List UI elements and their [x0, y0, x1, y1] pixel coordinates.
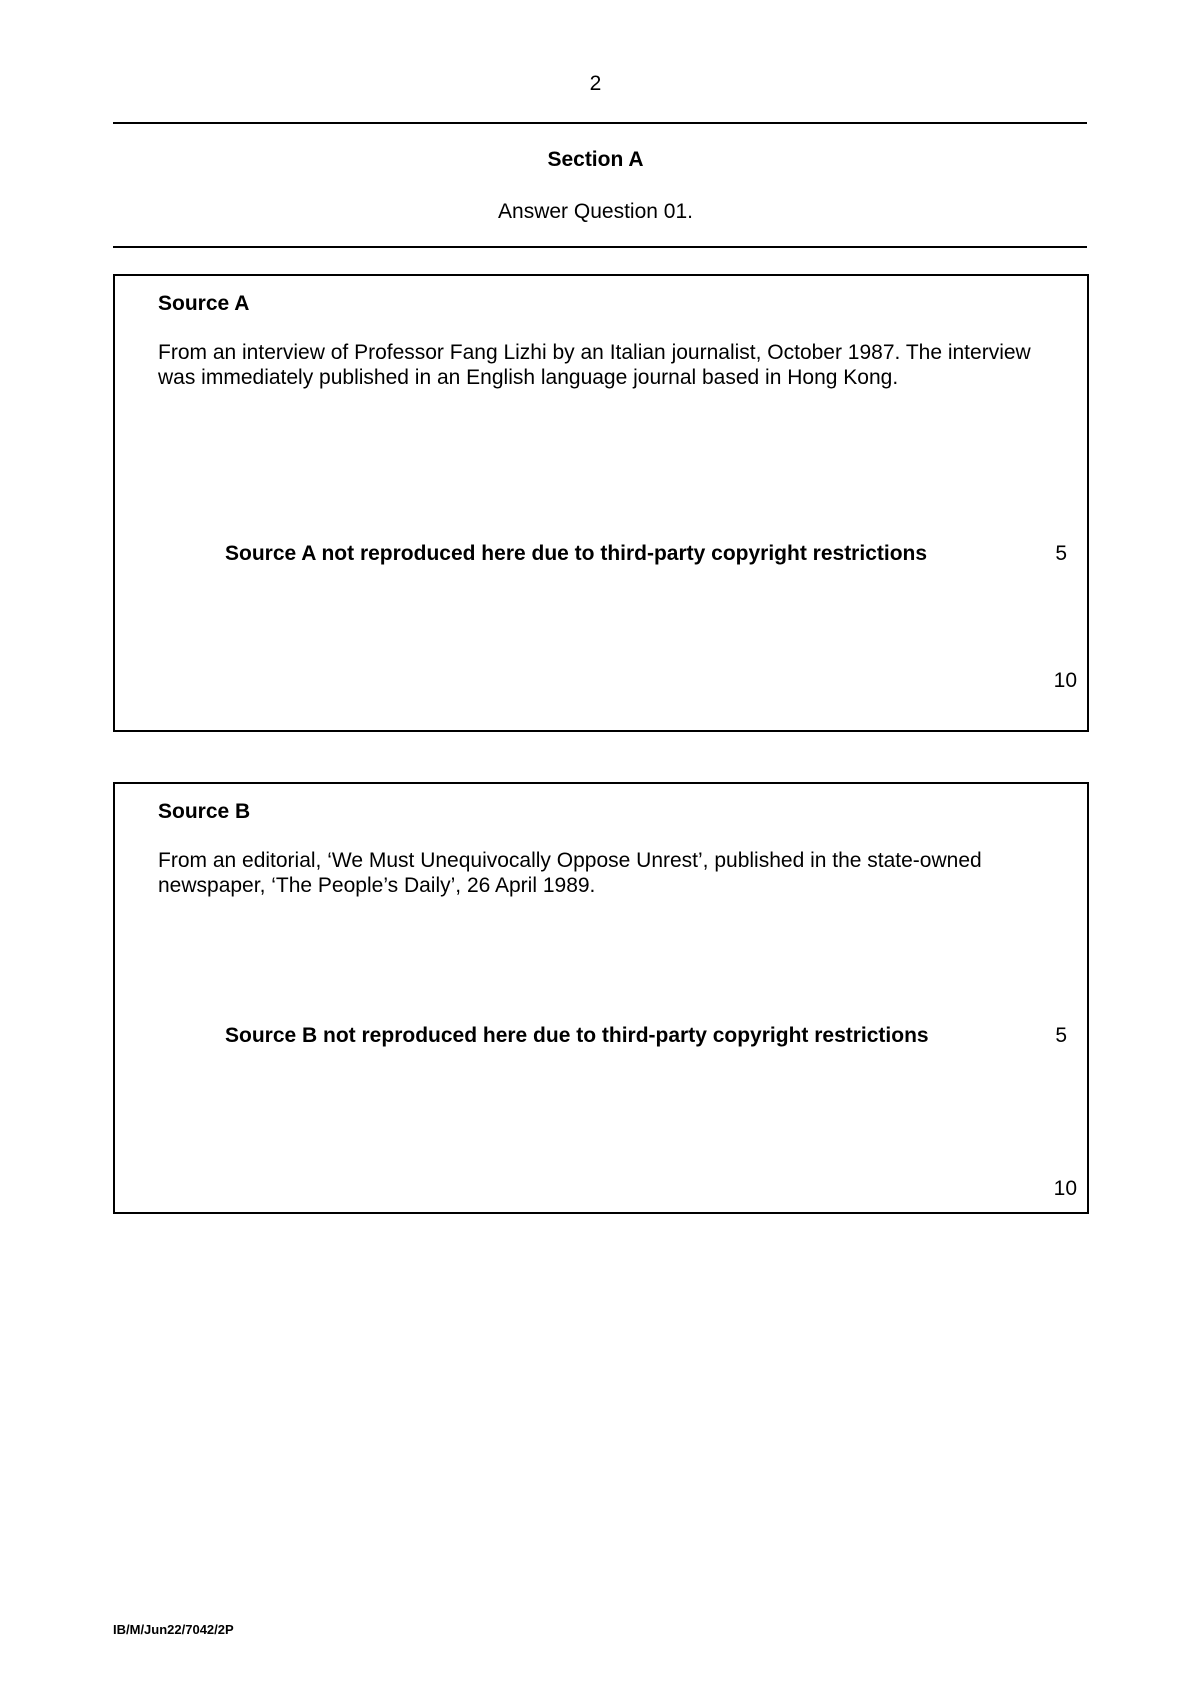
source-b-line-marker-10: 10 [1053, 1177, 1077, 1200]
source-b-heading: Source B [158, 800, 251, 823]
header-rule-bottom [113, 246, 1087, 248]
source-b-description: From an editorial, ‘We Must Unequivocally Oppose Unrest’, published in the state-owned newspaper, ‘The People’s Daily’, 26 April 1989. [158, 849, 982, 897]
footer-paper-code: IB/M/Jun22/7042/2P [113, 1622, 234, 1637]
source-a-heading: Source A [158, 292, 250, 315]
source-b-box [113, 782, 1089, 1214]
source-a-line-marker-5: 5 [1055, 542, 1067, 565]
source-a-description: From an interview of Professor Fang Lizhi by an Italian journalist, October 1987. The interview was immediately published in an English language journal based in Hong Kong. [158, 341, 1031, 389]
header-rule-top [113, 122, 1087, 124]
source-a-copyright-note: Source A not reproduced here due to third-party copyright restrictions [225, 542, 928, 565]
source-b-copyright-note: Source B not reproduced here due to third-party copyright restrictions [225, 1024, 929, 1047]
source-a-box [113, 274, 1089, 732]
section-title: Section A [547, 148, 644, 171]
page-number: 2 [589, 72, 602, 95]
source-b-line-marker-5: 5 [1055, 1024, 1067, 1047]
section-instruction: Answer Question 01. [498, 200, 693, 223]
source-a-line-marker-10: 10 [1053, 669, 1077, 692]
